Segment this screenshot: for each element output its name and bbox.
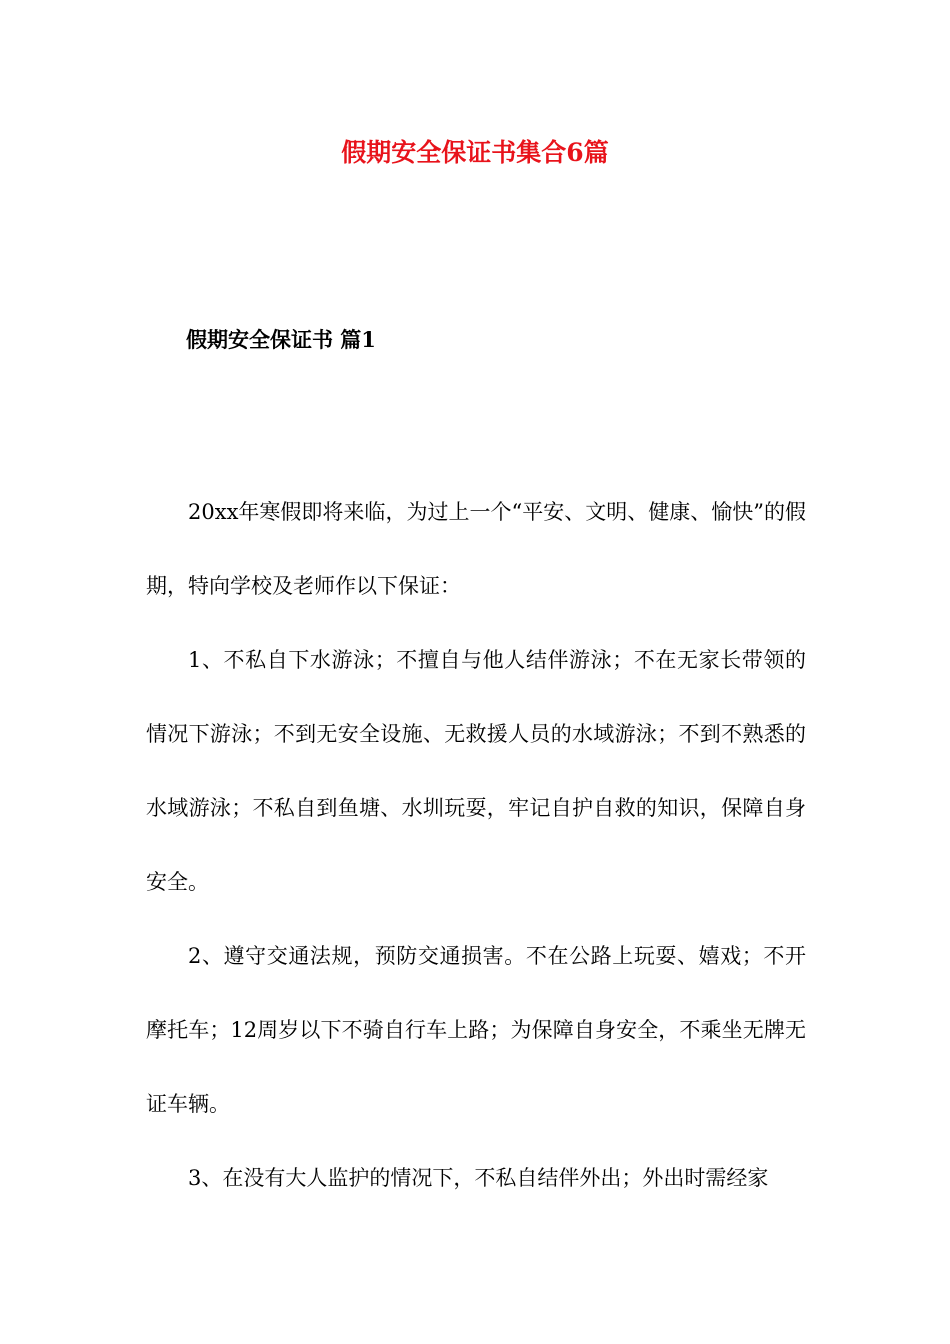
section-heading: 假期安全保证书 篇1: [186, 327, 376, 352]
document-body: [146, 475, 806, 1215]
document-title: 假期安全保证书集合6篇: [341, 138, 609, 167]
paragraph-item-2: 2、遵守交通法规，预防交通损害。不在公路上玩耍、嬉戏；不开摩托车；12周岁以下不骑自行车上路；为保障自身安全，不乘坐无牌无证车辆。: [146, 944, 806, 1116]
paragraph-item-3: 3、在没有大人监护的情况下，不私自结伴外出；外出时需经家: [188, 1166, 769, 1190]
paragraph-intro: 20xx年寒假即将来临，为过上一个“平安、文明、健康、愉快”的假期，特向学校及老师作以下保证：: [146, 500, 806, 598]
paragraph-item-1: 1、不私自下水游泳；不擅自与他人结伴游泳；不在无家长带领的情况下游泳；不到无安全设施、无救援人员的水域游泳；不到不熟悉的水域游泳；不私自到鱼塘、水圳玩耍，牢记自护自救的知识，保障自身安全。: [146, 648, 806, 894]
